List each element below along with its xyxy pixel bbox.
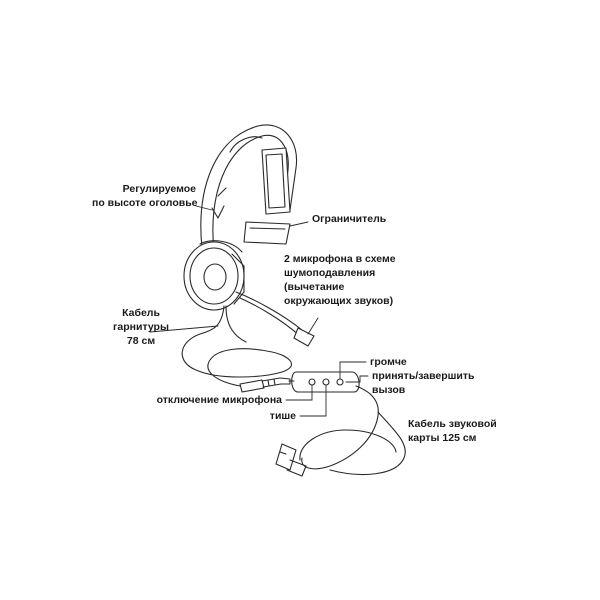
- label-answer-end: принять/завершить вызов: [372, 370, 475, 396]
- limiter: [244, 222, 290, 244]
- label-headband: Регулируемое по высоте оголовье: [92, 183, 198, 209]
- label-quieter: тише: [269, 410, 296, 422]
- label-microphones: 2 микрофона в схеме шумоподавления (вычетание окружающих звуков): [284, 253, 396, 307]
- brand-logo-icon: [212, 188, 226, 218]
- headset-cable: [182, 306, 291, 386]
- label-headset-cable: Кабель гарнитуры 78 см: [113, 307, 169, 347]
- label-mic-mute: отключение микрофона: [156, 394, 282, 406]
- ear-cup: [184, 241, 244, 310]
- soundcard-cable: [300, 386, 405, 474]
- audio-jack-plug: [240, 378, 290, 392]
- label-limiter: Ограничитель: [312, 213, 387, 225]
- label-louder: громче: [370, 356, 407, 368]
- label-soundcard-cable: Кабель звуковой карты 125 см: [408, 418, 497, 444]
